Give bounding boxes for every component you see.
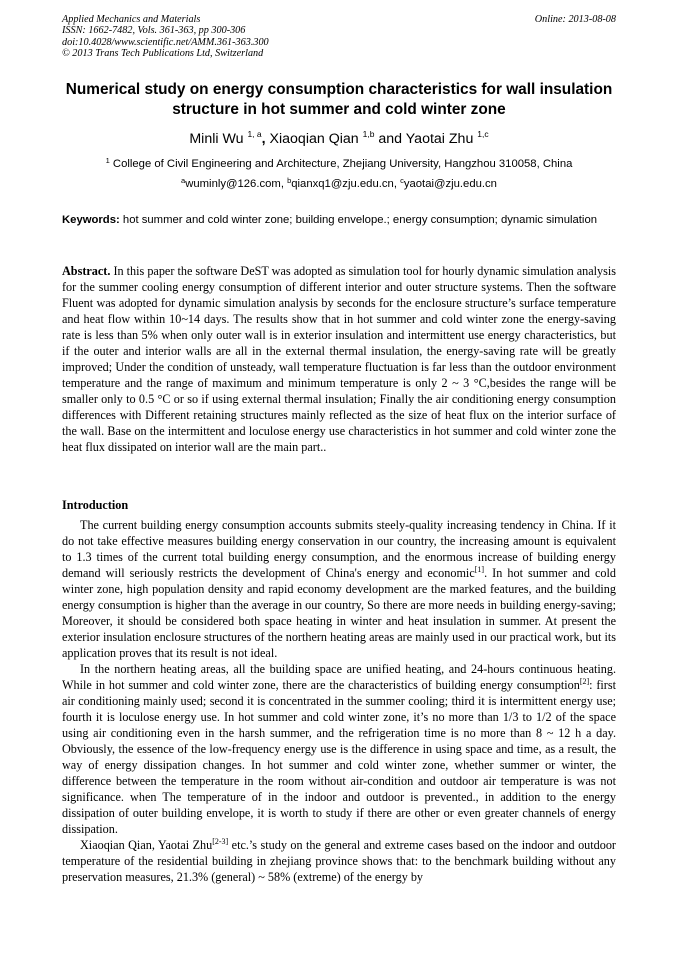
email-address: wuminly@126.com <box>185 178 281 190</box>
intro-text: . In hot summer and cold winter zone, high population density and rapid economy development are the marked features, and the building energy consumption is higher than the average in our country, So there are more needs in building energy-saving; Moreover, it should be considered both space heating in winter and heat insulation in summer. At present the exterior insulation enclosure structures of the northern heating areas are mainly used in our practical work, but its application proves that its result is not ideal. <box>62 566 617 660</box>
abstract-text: In this paper the software DeST was adopted as simulation tool for hourly dynamic simulation analysis for the summer cooling energy consumption of different interior and outer structure systems. Then the software Fluent was adopted for dynamic simulation analysis by seconds for the enclosure structure’s surface temperature and heat flow within 10~14 days. The results show that in hot summer and cold winter zone the energy-saving rate is less than 5% when only outer wall is in exterior insulation and intermittent use energy characteristics, but if the outer and interior walls are all in the external thermal insulation, the energy-saving rate will be greatly improved; Under the condition of unsteady, wall temperature fluctuation is far less than the outdoor environment temperature and the range of maximum and minimum temperature is only 2 ~ 3 °C,besides the range will be smaller only to 0.5 °C or so if using external thermal insulation; Finally the air conditioning energy consumption differences with Different retaining structures mainly reflected as the size of heat flux on the interior surface of the wall. Base on the intermittent and loculose energy use characteristics in hot summer and cold winter zone the heat flux dissipated on interior wall are the main part.. <box>62 264 616 454</box>
intro-text: Xiaoqian Qian, Yaotai Zhu <box>80 838 213 852</box>
intro-paragraph <box>62 661 616 837</box>
section-heading: Introduction <box>62 498 129 512</box>
intro-text: In the northern heating areas, all the building space are unified heating, and 24-hours continuous heating. While in hot summer and cold winter zone, there are the characteristics of building energy consumption <box>62 662 616 692</box>
keywords-label: Keywords: <box>62 214 120 226</box>
paper-title: Numerical study on energy consumption characteristics for wall insulation structure in hot summer and cold winter zone <box>65 81 613 118</box>
author-separator: , <box>261 131 270 147</box>
affiliation-text: College of Civil Engineering and Architecture, Zhejiang University, Hangzhou 310058, China <box>112 158 573 170</box>
intro-paragraph <box>62 517 616 661</box>
email-sup: a <box>181 176 186 185</box>
email-address: qianxq1@zju.edu.cn <box>291 178 394 190</box>
online-date: Online: 2013-08-08 <box>534 14 616 25</box>
author-name: Minli Wu <box>189 131 244 147</box>
abstract-block <box>62 263 616 455</box>
journal-name: Applied Mechanics and Materials <box>62 14 201 25</box>
author-name: Yaotai Zhu <box>405 131 474 147</box>
copyright-line: © 2013 Trans Tech Publications Ltd, Switzerland <box>62 48 264 60</box>
journal-header <box>62 14 616 60</box>
email-sup: b <box>287 176 292 185</box>
keywords-block <box>62 213 616 229</box>
intro-text: : first air conditioning mainly used; second it is concentrated in the summer cooling; third it is intermittent energy use; fourth it is loculose energy use. In hot summer and cold winter zone, it’s no more than 1/3 to 1/2 of the space using air conditioning even in the harsh summer, and the refrigeration time is no more than 8 ~ 12 h a day. Obviously, the essence of the low-frequency energy use is the difference in using space and time, as a result, the way of energy dissipation changes. In hot summer and cold winter zone, whether summer or winter, the difference between the temperature in the room without air-condition and outdoor air temperature is was not significance. when The temperature of in the indoor and outdoor is prevented., in addition to the energy dissipation of outer building envelope, it is worth to study if there are other or even greater channels of energy dissipation. <box>62 678 616 836</box>
introduction-body <box>62 517 616 885</box>
abstract-label: Abstract. <box>62 264 111 278</box>
email-separator: , <box>280 178 288 190</box>
intro-paragraph <box>62 837 616 885</box>
author-sup: 1,b <box>362 129 375 139</box>
doi-line: doi:10.4028/www.scientific.net/AMM.361-363.300 <box>62 36 269 48</box>
email-separator: , <box>393 178 401 190</box>
intro-text: The current building energy consumption accounts submits steely-quality increasing tendency in China. If it do not take effective measures building energy conservation in our country, the increasing amount is equivalent to 1.3 times of the current total building energy consumption, and the enormous increase of building energy demand will seriously restricts the development of China's energy and economic <box>62 518 616 580</box>
affiliation-sup: 1 <box>105 156 110 165</box>
citation-ref: [2-3] <box>212 837 229 846</box>
author-sup: 1,c <box>477 129 489 139</box>
issn-line: ISSN: 1662-7482, Vols. 361-363, pp 300-306 <box>62 25 246 37</box>
author-separator: and <box>374 131 406 147</box>
email-list <box>62 177 616 192</box>
citation-ref: [2] <box>579 677 590 686</box>
author-list <box>62 130 616 148</box>
author-name: Xiaoqian Qian <box>269 131 359 147</box>
email-sup: c <box>400 176 404 185</box>
author-sup: 1, a <box>247 129 262 139</box>
citation-ref: [1] <box>474 565 485 574</box>
intro-text: etc.’s study on the general and extreme cases based on the indoor and outdoor temperature of the residential building in zhejiang province shows that: to the benchmark building without any preservation measures, 21.3% (general) ~ 58% (extreme) of the energy by <box>62 838 616 884</box>
affiliation <box>62 157 616 172</box>
email-address: yaotai@zju.edu.cn <box>403 178 497 190</box>
keywords-text: hot summer and cold winter zone; building envelope.; energy consumption; dynamic simulation <box>122 214 598 226</box>
